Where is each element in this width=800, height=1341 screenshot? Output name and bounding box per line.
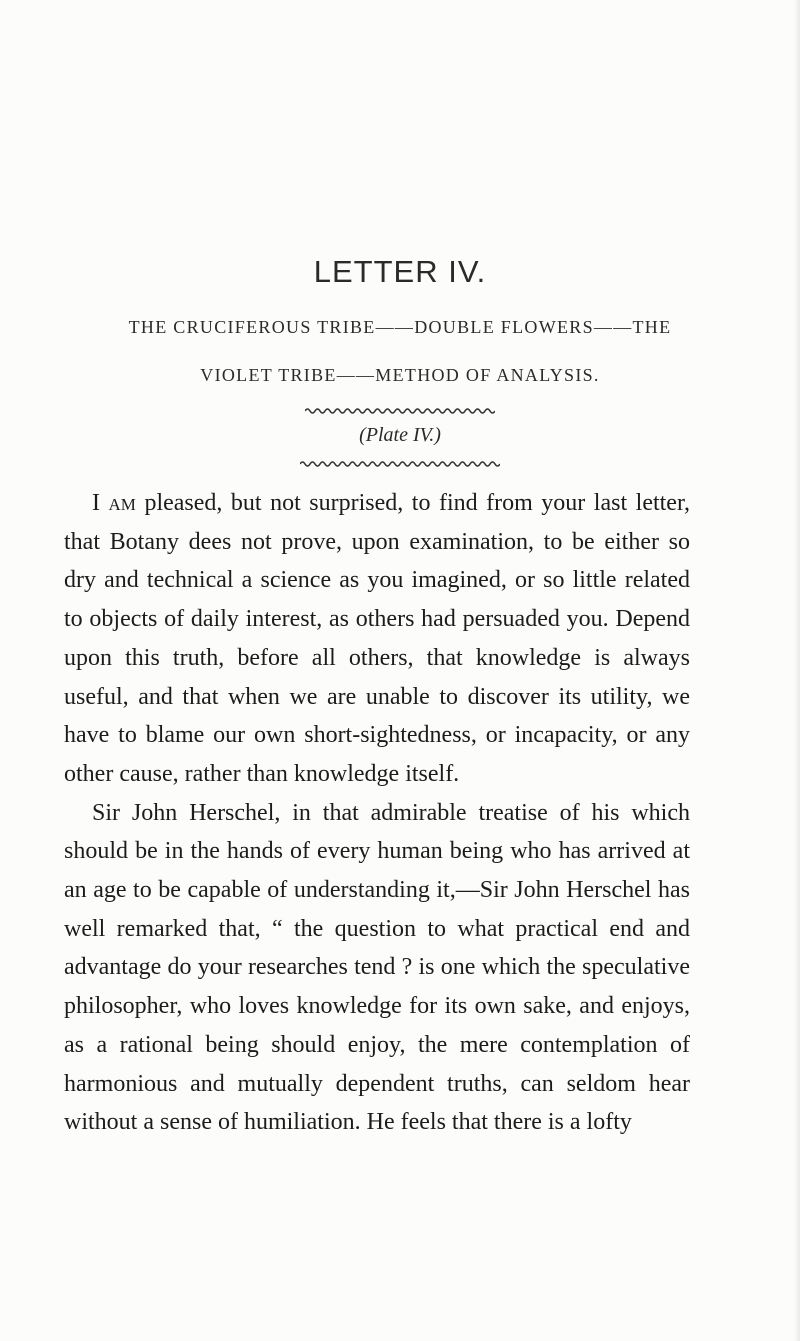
wavy-rule-icon <box>300 460 500 468</box>
opening-smallcaps: am <box>108 490 136 516</box>
chapter-summary-line-1: THE CRUCIFEROUS TRIBE——DOUBLE FLOWERS——THE <box>128 317 672 337</box>
page-edge <box>794 0 800 1341</box>
letter-body <box>64 484 690 1142</box>
letter-title: LETTER IV. <box>313 254 487 289</box>
paragraph-1 <box>64 484 690 794</box>
paragraph-1-text: pleased, but not surprised, to find from your last letter, that Botany dees not prove, upon examination, to be either so dry and technical a science as you imagined, or so little related to objects of daily interest, as others had persuaded you. Depend upon this truth, before all others, that knowledge is always useful, and that when we are unable to discover its utility, we have to blame our own short-sightedness, or incapacity, or any other cause, rather than knowledge itself. <box>64 490 690 787</box>
wavy-rule-icon <box>305 407 495 415</box>
plate-reference: (Plate IV.) <box>359 424 441 446</box>
chapter-summary-line-2: VIOLET TRIBE——METHOD OF ANALYSIS. <box>200 365 600 385</box>
ornamental-rule-bottom <box>0 460 800 468</box>
paragraph-2: Sir John Herschel, in that admirable treatise of his which should be in the hands of every human being who has arrived at an age to be capable of understanding it,—Sir John Herschel has well remarked that, “ the question to what practical end and advantage do your researches tend ? is one which the speculative philosopher, who loves knowledge for its own sake, and enjoys, as a rational being should enjoy, the mere contemplation of harmonious and mutually dependent truths, can seldom hear without a sense of humiliation. He feels that there is a lofty <box>64 799 690 1136</box>
ornamental-rule-top <box>0 407 800 415</box>
opening-letter: I <box>92 490 100 516</box>
